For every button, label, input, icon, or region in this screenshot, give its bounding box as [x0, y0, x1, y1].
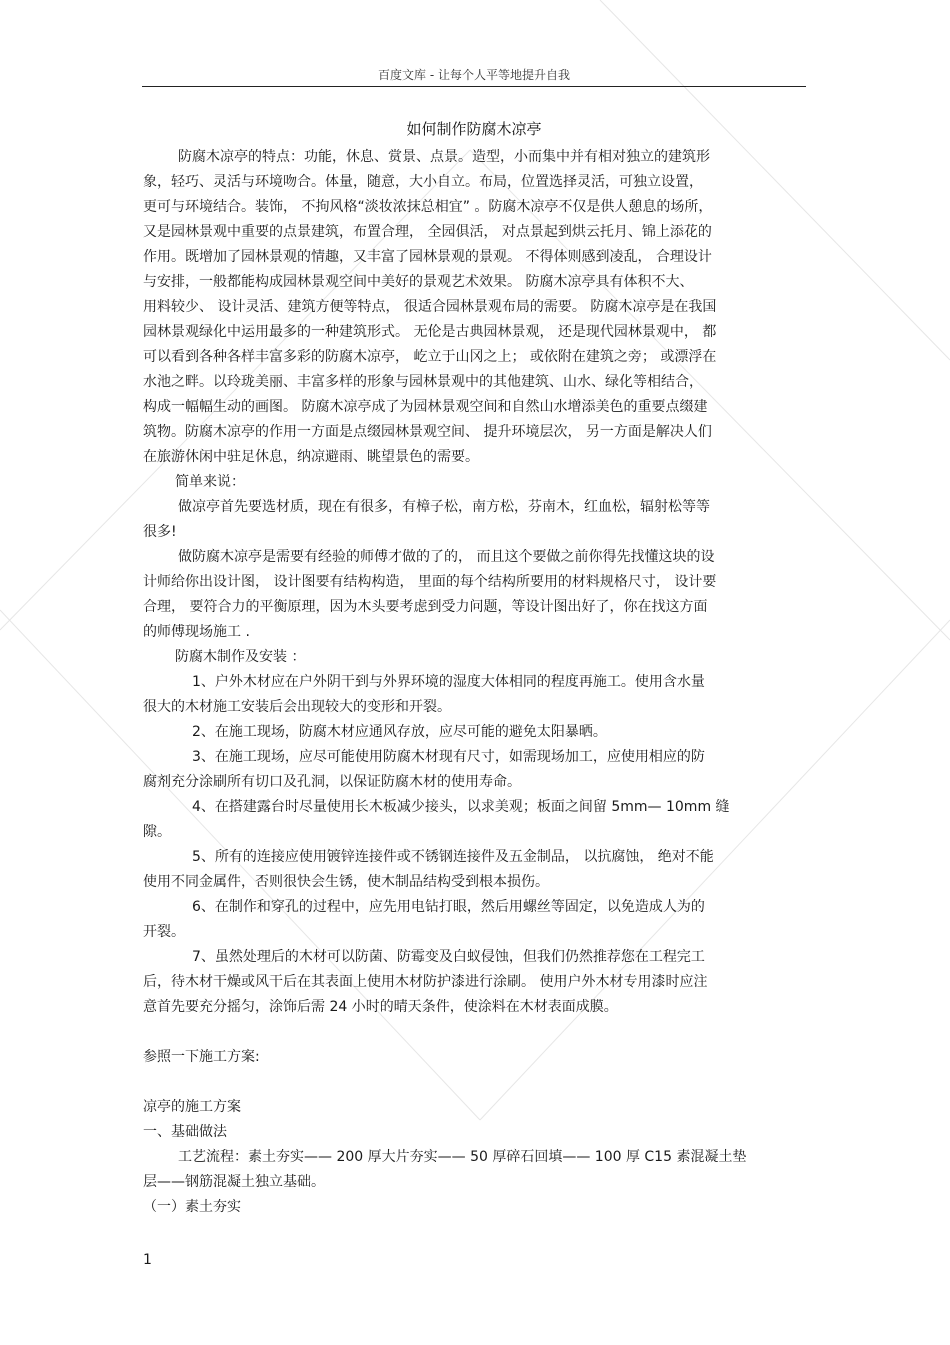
body-line: 4、在搭建露台时尽量使用长木板减少接头，以求美观；板面之间留 5mm— 10mm 缝	[192, 799, 730, 815]
body-line: 意首先要充分摇匀，涂饰后需 24 小时的晴天条件，使涂料在木材表面成膜。	[143, 999, 618, 1015]
body-line: 可以看到各种各样丰富多彩的防腐木凉亭， 屹立于山冈之上； 或依附在建筑之旁； 或漂浮在	[143, 349, 717, 365]
body-line: 7、虽然处理后的木材可以防菌、防霉变及白蚁侵蚀，但我们仍然推荐您在工程完工	[192, 949, 705, 965]
body-line: 的师傅现场施工 .	[143, 624, 250, 640]
body-line: 作用。既增加了园林景观的情趣，又丰富了园林景观的景观。 不得体则感到凌乱， 合理设计	[143, 249, 712, 265]
body-line: 1、户外木材应在户外阴干到与外界环境的湿度大体相同的程度再施工。使用含水量	[192, 674, 705, 690]
page-number: 1	[143, 1252, 152, 1268]
body-line: 参照一下施工方案:	[143, 1049, 260, 1065]
body-line: 6、在制作和穿孔的过程中，应先用电钻打眼，然后用螺丝等固定，以免造成人为的	[192, 899, 705, 915]
body-line: 隙。	[143, 824, 171, 840]
body-line: 在旅游休闲中驻足休息，纳凉避雨、眺望景色的需要。	[143, 449, 479, 465]
body-line: 做防腐木凉亭是需要有经验的师傅才做的了的， 而且这个要做之前你得先找懂这块的设	[178, 549, 715, 565]
body-line: 园林景观绿化中运用最多的一种建筑形式。 无伦是古典园林景观， 还是现代园林景观中， 都	[143, 324, 717, 340]
body-line: 凉亭的施工方案	[143, 1099, 241, 1115]
body-line: 更可与环境结合。装饰， 不拘风格“淡妆浓抹总相宜” 。防腐木凉亭不仅是供人憩息的场所，	[143, 199, 713, 215]
body-line: 象，轻巧、灵活与环境吻合。体量，随意，大小自立。布局，位置选择灵活，可独立设置，	[143, 174, 703, 190]
body-line: 计师给你出设计图， 设计图要有结构构造， 里面的每个结构所要用的材料规格尺寸， 设计要	[143, 574, 717, 590]
document-header: 百度文库 - 让每个人平等地提升自我	[378, 68, 570, 82]
body-line: 后，待木材干燥或风干后在其表面上使用木材防护漆进行涂刷。 使用户外木材专用漆时应注	[143, 974, 708, 990]
body-line: 工艺流程：素土夯实—— 200 厚大片夯实—— 50 厚碎石回填—— 100 厚 C15 素混凝土垫	[178, 1149, 747, 1165]
document-title: 如何制作防腐木凉亭	[406, 120, 542, 138]
body-line	[143, 1020, 813, 1045]
body-line: 防腐木凉亭的特点：功能，休息、赏景、点景。造型，小而集中并有相对独立的建筑形	[178, 149, 710, 165]
body-line: 做凉亭首先要选材质，现在有很多，有樟子松，南方松，芬南木，红血松，辐射松等等	[178, 499, 710, 515]
body-line: 开裂。	[143, 924, 185, 940]
body-line: 又是园林景观中重要的点景建筑，布置合理， 全园俱活， 对点景起到烘云托月、锦上添花的	[143, 224, 712, 240]
body-line: 合理， 要符合力的平衡原理，因为木头要考虑到受力问题，等设计图出好了，你在找这方面	[143, 599, 708, 615]
body-line: 防腐木制作及安装 ：	[175, 649, 306, 665]
body-line: 层——钢筋混凝土独立基础。	[143, 1174, 325, 1190]
body-line: 很大的木材施工安装后会出现较大的变形和开裂。	[143, 699, 451, 715]
body-line: 水池之畔。以玲珑美丽、丰富多样的形象与园林景观中的其他建筑、山水、绿化等相结合，	[143, 374, 703, 390]
body-line: 与安排，一般都能构成园林景观空间中美好的景观艺术效果。 防腐木凉亭具有体积不大、	[143, 274, 694, 290]
body-line: 5、所有的连接应使用镀锌连接件或不锈钢连接件及五金制品， 以抗腐蚀， 绝对不能	[192, 849, 714, 865]
body-line: 筑物。防腐木凉亭的作用一方面是点缀园林景观空间、 提升环境层次， 另一方面是解决人们	[143, 424, 712, 440]
body-line: 用料较少、 设计灵活、建筑方便等特点， 很适合园林景观布局的需要。 防腐木凉亭是在我国	[143, 299, 717, 315]
header-rule	[142, 86, 806, 87]
body-line: 腐剂充分涂刷所有切口及孔洞，以保证防腐木材的使用寿命。	[143, 774, 521, 790]
document-body	[143, 145, 813, 1220]
body-line: 很多!	[143, 524, 177, 540]
body-line: 简单来说：	[175, 474, 245, 490]
body-line	[143, 1070, 813, 1095]
body-line: 使用不同金属件，否则很快会生锈，使木制品结构受到根本损伤。	[143, 874, 549, 890]
body-line: （一）素土夯实	[143, 1199, 241, 1215]
body-line: 一、基础做法	[143, 1124, 227, 1140]
body-line: 构成一幅幅生动的画图。 防腐木凉亭成了为园林景观空间和自然山水增添美色的重要点缀建	[143, 399, 708, 415]
body-line: 3、在施工现场，应尽可能使用防腐木材现有尺寸，如需现场加工，应使用相应的防	[192, 749, 705, 765]
body-line: 2、在施工现场，防腐木材应通风存放，应尽可能的避免太阳暴晒。	[192, 724, 607, 740]
